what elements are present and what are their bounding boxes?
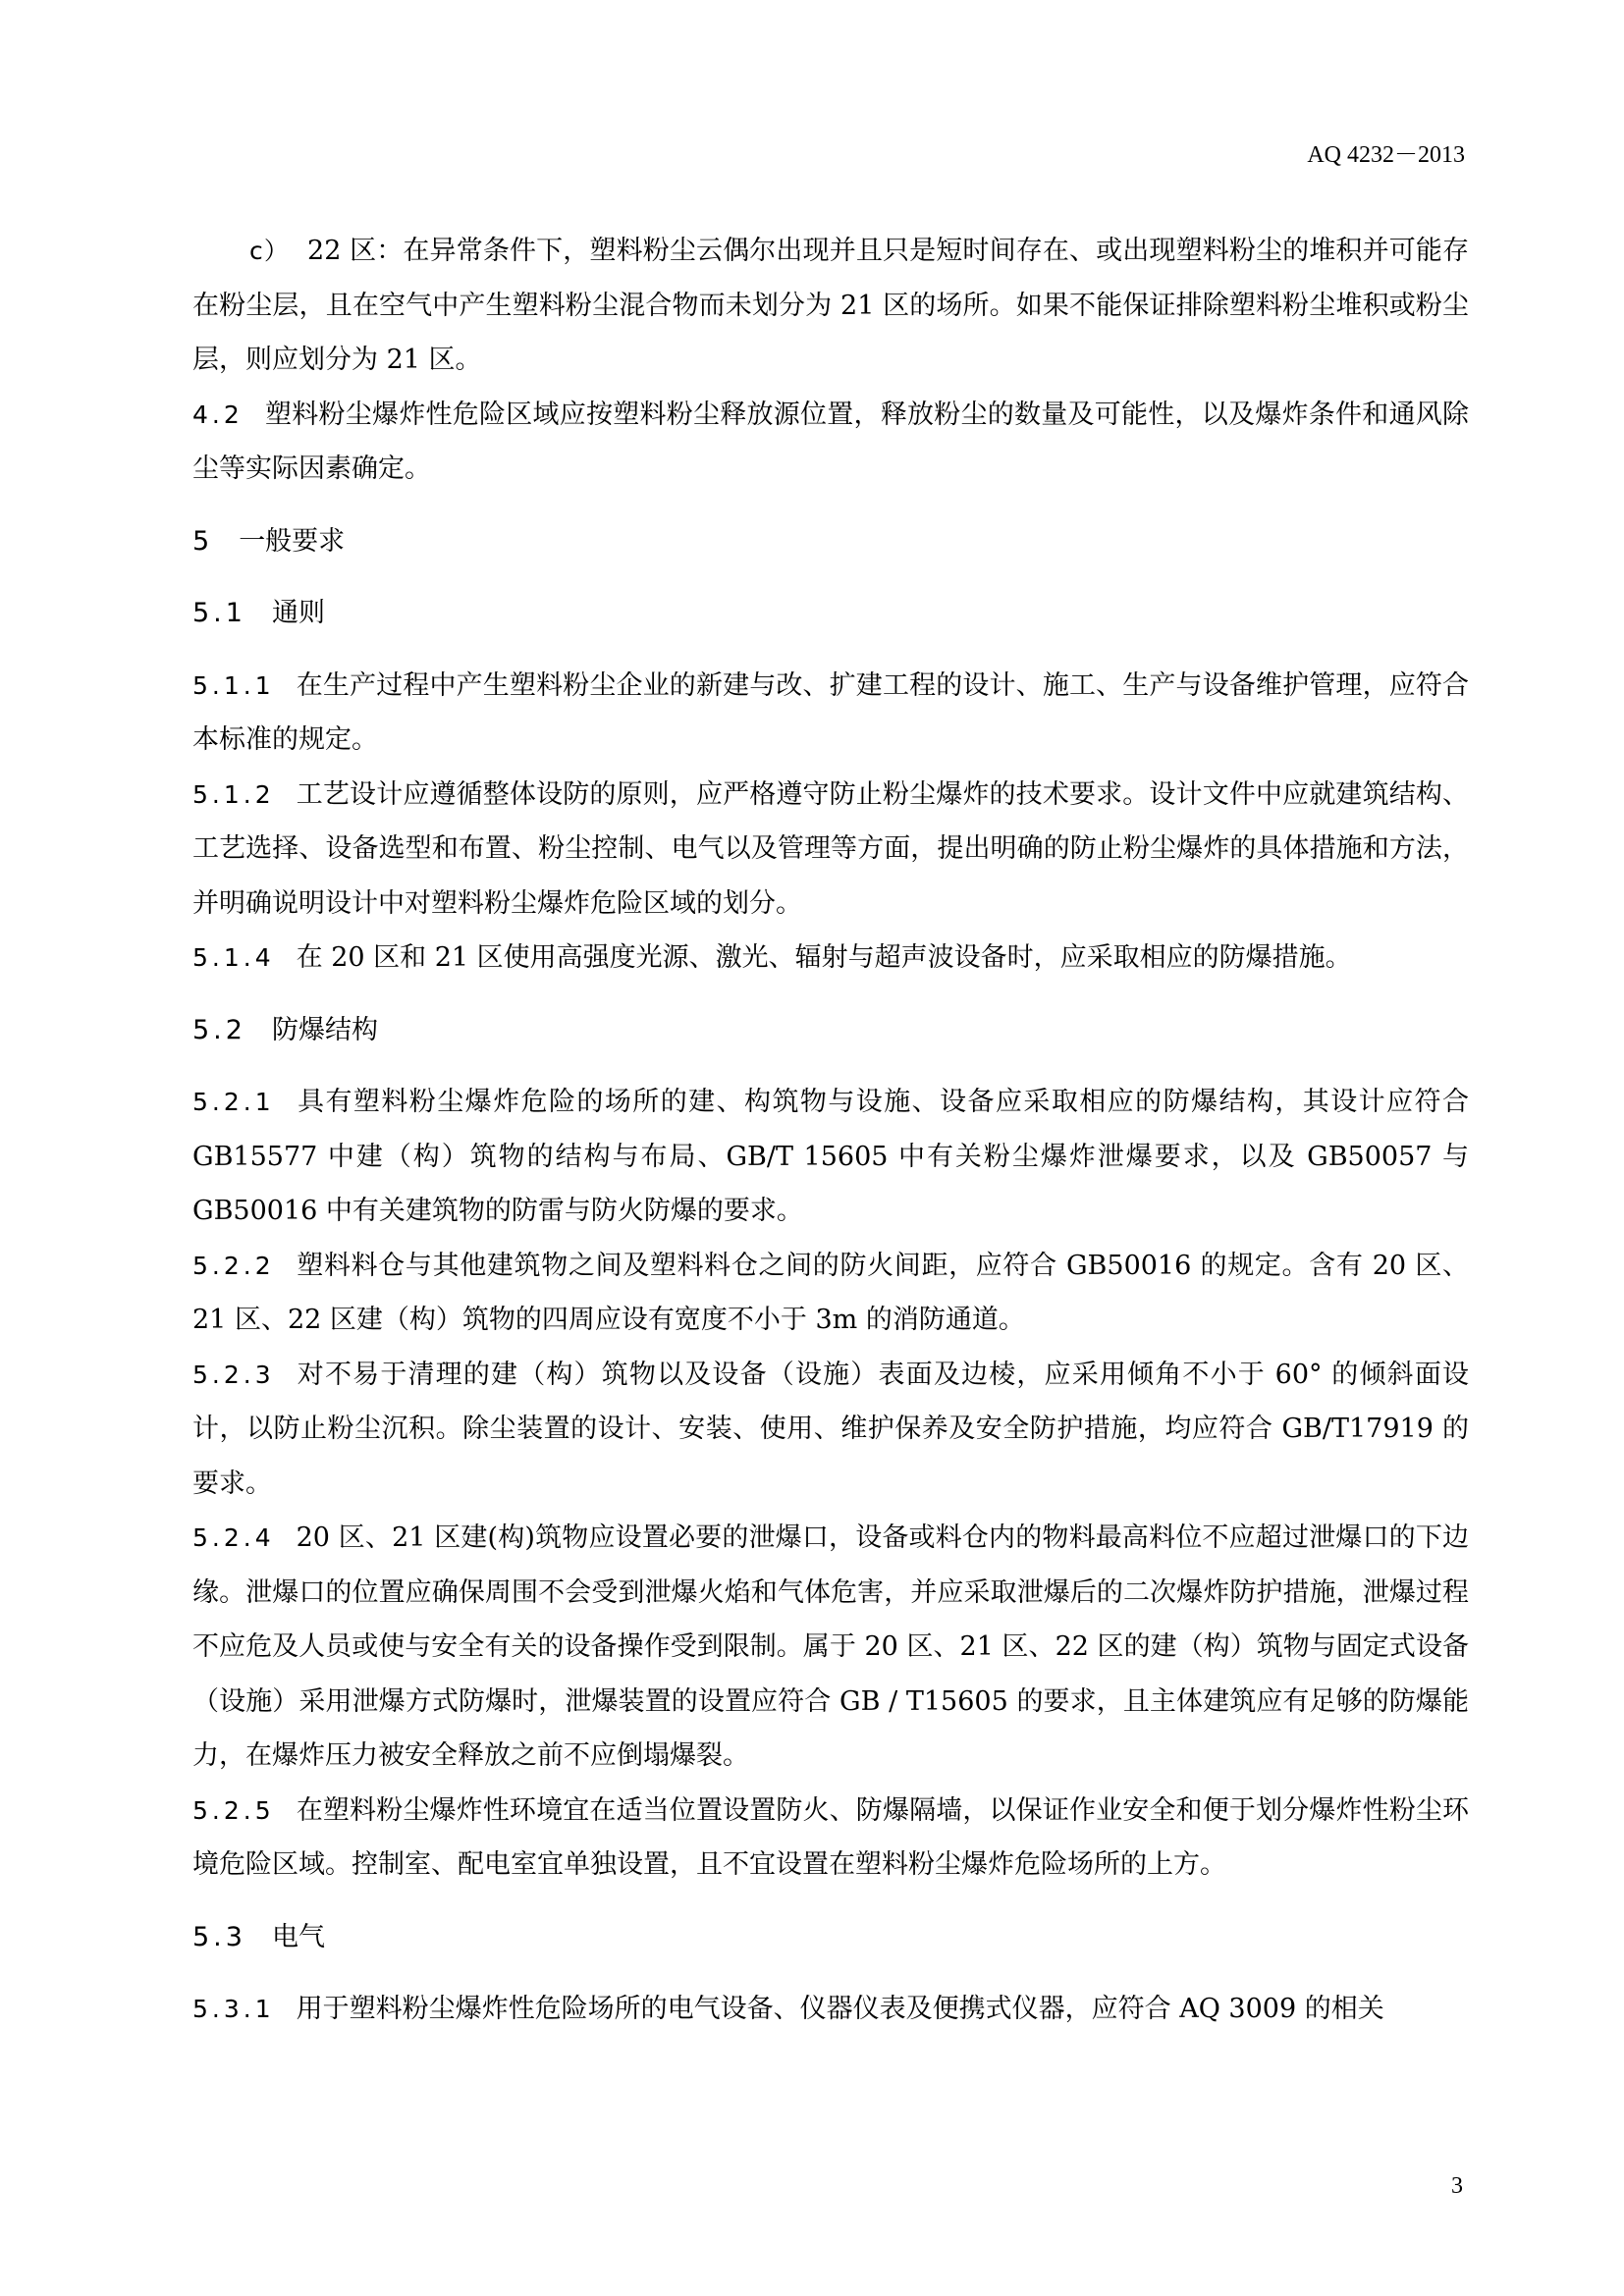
clause-text: 塑料粉尘爆炸性危险区域应按塑料粉尘释放源位置，释放粉尘的数量及可能性，以及爆炸条件和通风除尘等实际因素确定。 bbox=[192, 399, 1469, 484]
clause-5-2-4 bbox=[192, 1511, 1469, 1784]
clause-5-1-1 bbox=[192, 659, 1469, 768]
standard-code-header: AQ 4232－2013 bbox=[1307, 142, 1465, 168]
section-heading-5-3 bbox=[192, 1910, 1469, 1965]
clause-5-3-1 bbox=[192, 1982, 1469, 2037]
section-number: 5.1 bbox=[192, 598, 246, 628]
clause-5-2-3 bbox=[192, 1348, 1469, 1512]
clause-5-2-5 bbox=[192, 1784, 1469, 1893]
clause-number: 5.1.1 bbox=[192, 670, 275, 700]
list-item-c bbox=[192, 224, 1469, 388]
clause-number: 5.2.5 bbox=[192, 1795, 275, 1825]
clause-number: 5.2.4 bbox=[192, 1523, 275, 1552]
section-heading-5 bbox=[192, 514, 1469, 569]
section-number: 5.2 bbox=[192, 1014, 246, 1045]
section-heading-5-2 bbox=[192, 1003, 1469, 1058]
clause-text: 在 20 区和 21 区使用高强度光源、激光、辐射与超声波设备时，应采取相应的防爆措施。 bbox=[296, 942, 1352, 973]
document-body bbox=[192, 224, 1469, 2037]
clause-number: 5.2.2 bbox=[192, 1251, 275, 1280]
clause-text: 工艺设计应遵循整体设防的原则，应严格遵守防止粉尘爆炸的技术要求。设计文件中应就建筑结构、工艺选择、设备选型和布置、粉尘控制、电气以及管理等方面，提出明确的防止粉尘爆炸的具体措施和方法，并明确说明设计中对塑料粉尘爆炸危险区域的划分。 bbox=[192, 778, 1469, 919]
clause-text: 在生产过程中产生塑料粉尘企业的新建与改、扩建工程的设计、施工、生产与设备维护管理，应符合本标准的规定。 bbox=[192, 669, 1469, 755]
clause-text: 在塑料粉尘爆炸性环境宜在适当位置设置防火、防爆隔墙，以保证作业安全和便于划分爆炸性粉尘环境危险区域。控制室、配电室宜单独设置，且不宜设置在塑料粉尘爆炸危险场所的上方。 bbox=[192, 1794, 1469, 1880]
section-heading-5-1 bbox=[192, 586, 1469, 641]
clause-4-2 bbox=[192, 388, 1469, 497]
section-title: 通则 bbox=[271, 598, 325, 628]
clause-text: 塑料料仓与其他建筑物之间及塑料料仓之间的防火间距，应符合 GB50016 的规定。含有 20 区、21 区、22 区建（构）筑物的四周应设有宽度不小于 3m 的消防通道。 bbox=[192, 1250, 1469, 1335]
section-title: 电气 bbox=[271, 1921, 325, 1952]
clause-5-1-4 bbox=[192, 931, 1469, 986]
list-item-label: c） bbox=[249, 237, 291, 265]
clause-number: 5.2.3 bbox=[192, 1360, 275, 1389]
clause-text: 20 区、21 区建(构)筑物应设置必要的泄爆口，设备或料仓内的物料最高料位不应超过泄爆口的下边缘。泄爆口的位置应确保周围不会受到泄爆火焰和气体危害，并应采取泄爆后的二次爆炸防护措施，泄爆过程不应危及人员或使与安全有关的设备操作受到限制。属于 20 区、21 区、22 区的建（构）筑物与固定式设备（设施）采用泄爆方式防爆时，泄爆装置的设置应符合 GB / T15605 的要求，且主体建筑应有足够的防爆能力，在爆炸压力被安全释放之前不应倒塌爆裂。 bbox=[192, 1522, 1469, 1771]
clause-text: 用于塑料粉尘爆炸性危险场所的电气设备、仪器仪表及便携式仪器，应符合 AQ 3009 的相关 bbox=[296, 1994, 1384, 2024]
clause-number: 5.3.1 bbox=[192, 1995, 275, 2023]
clause-5-2-2 bbox=[192, 1239, 1469, 1348]
list-item-text: 22 区：在异常条件下，塑料粉尘云偶尔出现并且只是短时间存在、或出现塑料粉尘的堆积并可能存在粉尘层，且在空气中产生塑料粉尘混合物而未划分为 21 区的场所。如果不能保证排除塑料粉尘堆积或粉尘层，则应划分为 21 区。 bbox=[192, 236, 1470, 375]
section-number: 5 bbox=[192, 525, 214, 557]
clause-text: 具有塑料粉尘爆炸危险的场所的建、构筑物与设施、设备应采取相应的防爆结构，其设计应符合 GB15577 中建（构）筑物的结构与布局、GB/T 15605 中有关粉尘爆炸泄爆要求，以及 GB50057 与 GB50016 中有关建筑物的防雷与防火防爆的要求。 bbox=[192, 1087, 1469, 1226]
section-number: 5.3 bbox=[192, 1921, 246, 1952]
clause-number: 4.2 bbox=[192, 400, 244, 429]
clause-number: 5.1.2 bbox=[192, 779, 275, 809]
clause-5-2-1 bbox=[192, 1075, 1469, 1239]
clause-5-1-2 bbox=[192, 768, 1469, 932]
clause-text: 对不易于清理的建（构）筑物以及设备（设施）表面及边棱，应采用倾角不小于 60° 的倾斜面设计，以防止粉尘沉积。除尘装置的设计、安装、使用、维护保养及安全防护措施，均应符合 GB/T17919 的要求。 bbox=[192, 1359, 1469, 1499]
clause-number: 5.1.4 bbox=[192, 943, 275, 972]
section-title: 一般要求 bbox=[239, 525, 346, 557]
clause-number: 5.2.1 bbox=[192, 1088, 275, 1116]
section-title: 防爆结构 bbox=[271, 1014, 378, 1045]
page-number: 3 bbox=[1451, 2173, 1463, 2199]
